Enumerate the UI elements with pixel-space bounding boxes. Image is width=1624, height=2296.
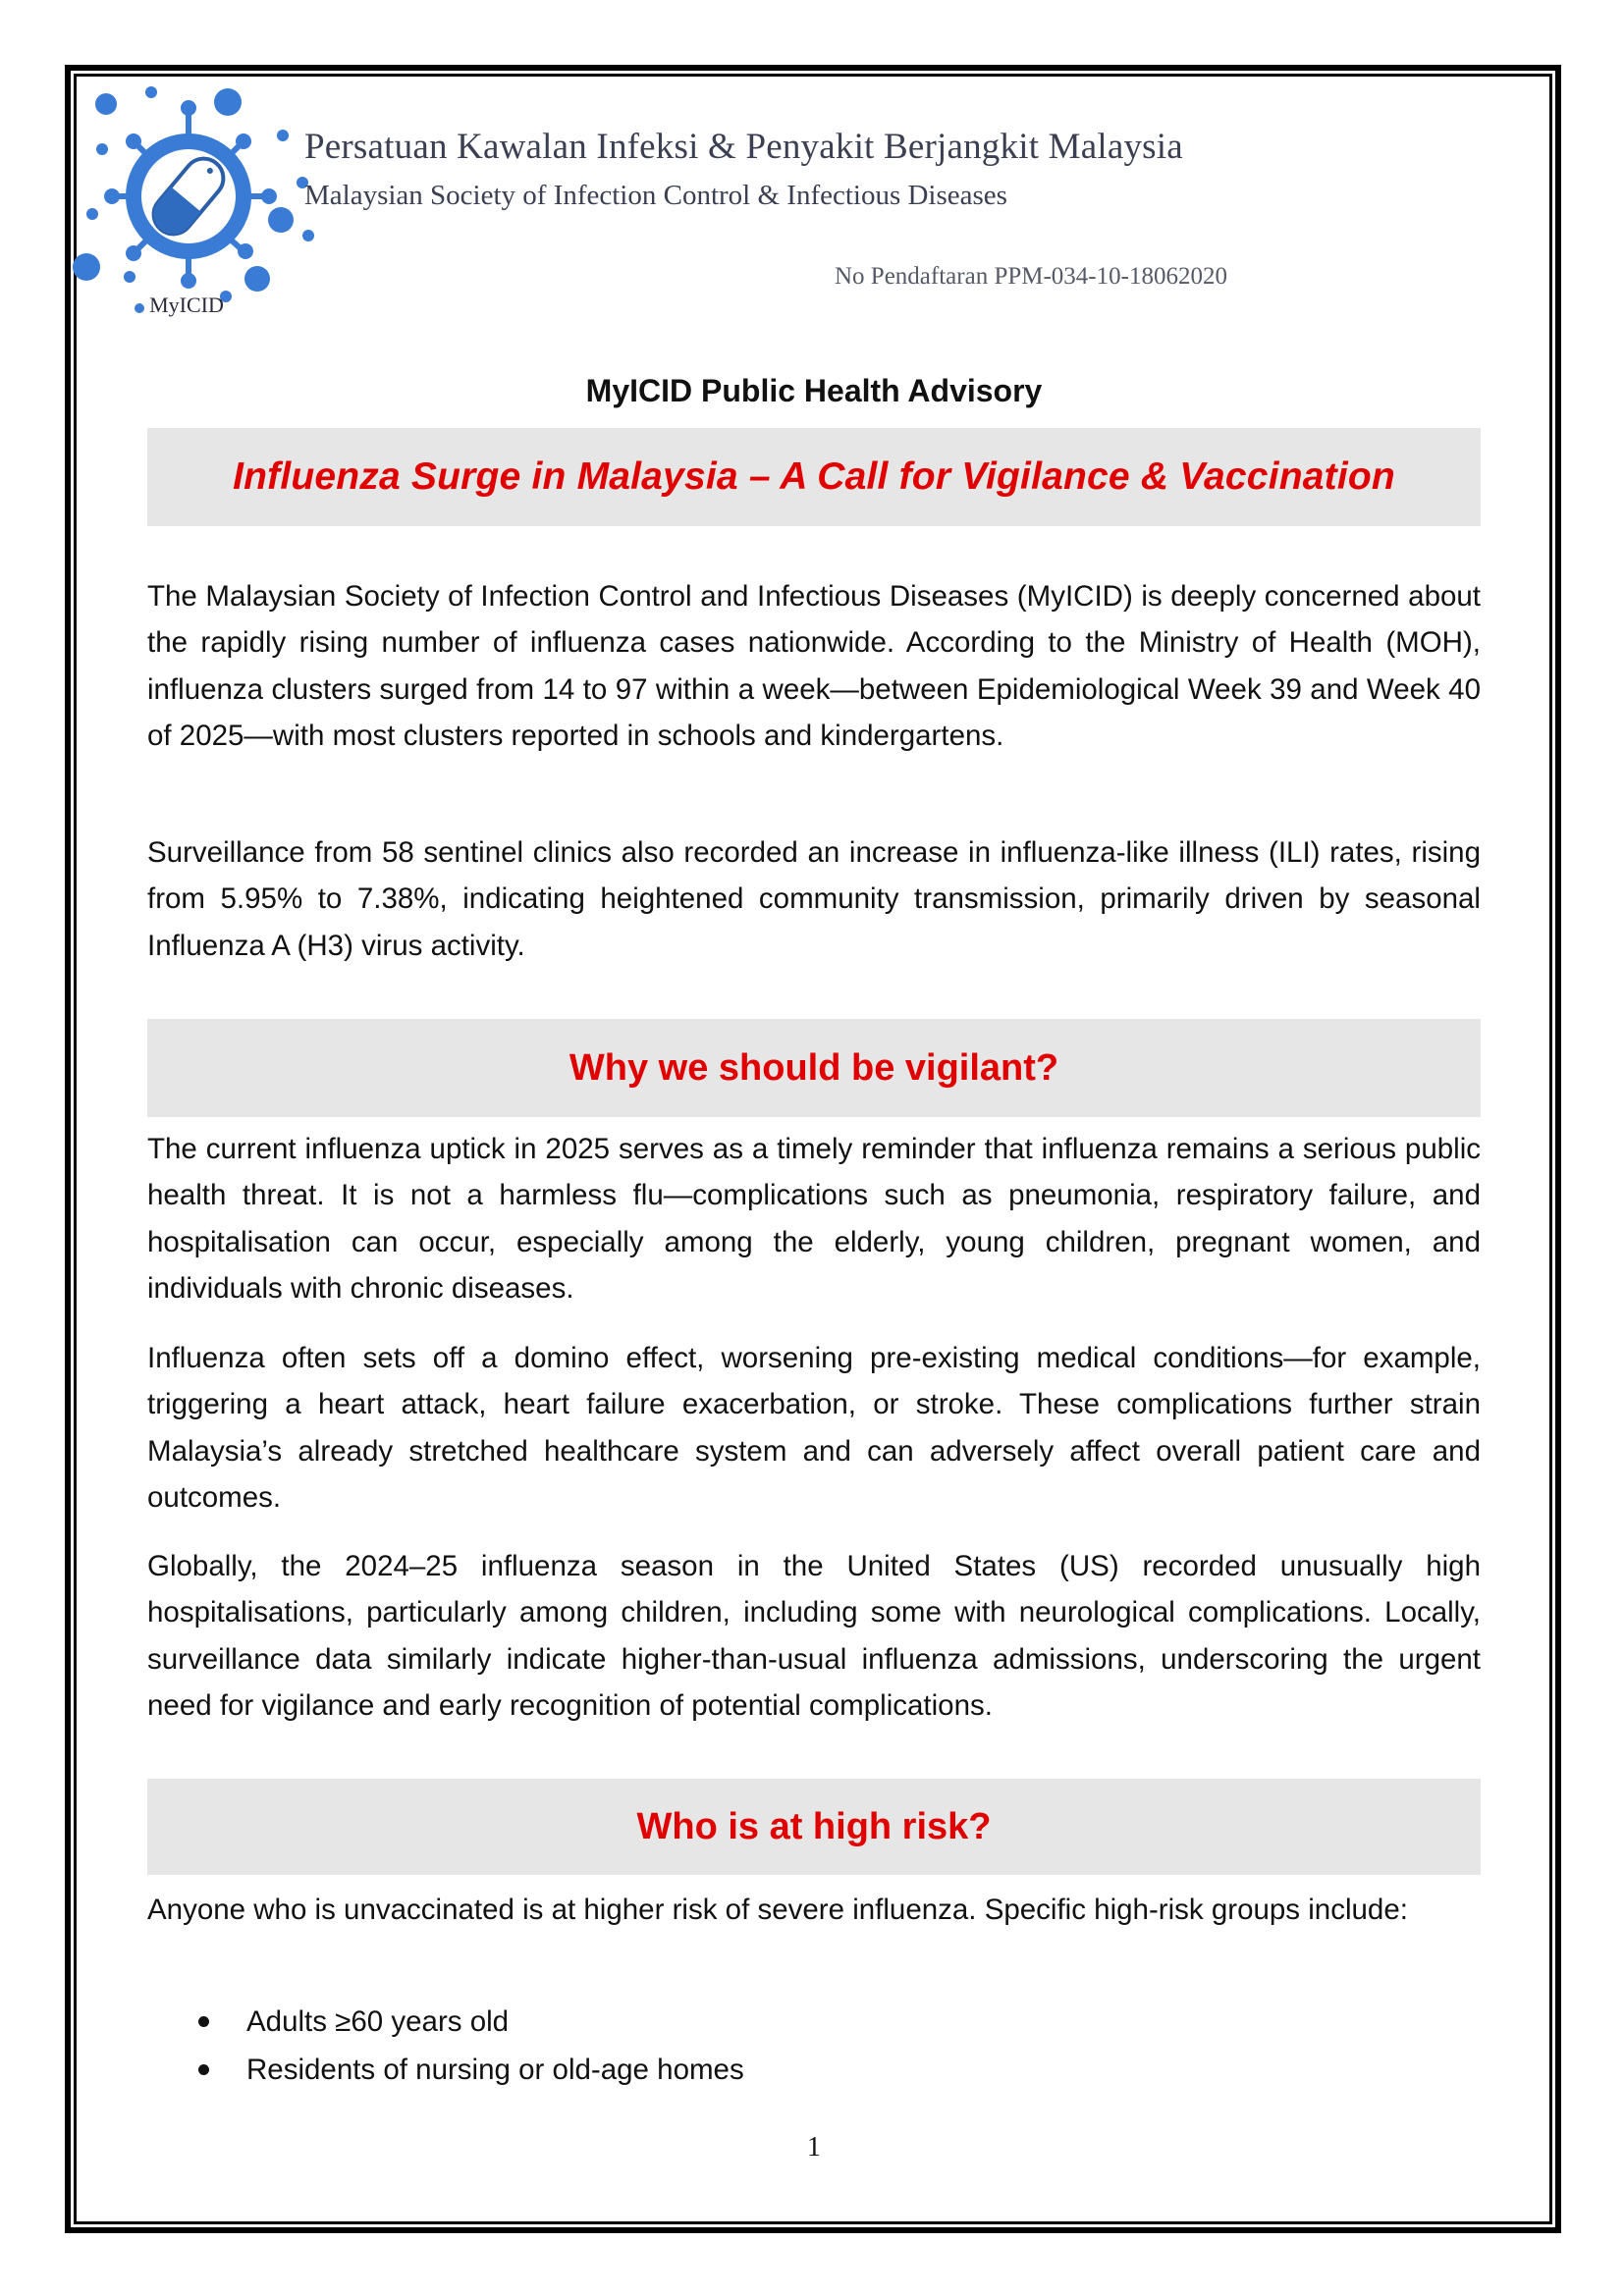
section-paragraph: Anyone who is unvaccinated is at higher risk of severe influenza. Specific high-risk groups include: xyxy=(147,1894,1408,1926)
advisory-label: MyICID Public Health Advisory xyxy=(585,373,1043,408)
section-paragraph: The current influenza uptick in 2025 serves as a timely reminder that influenza remains a serious public health threat. It is not a harmless flu—complications such as pneumonia, respiratory failure, and hospitalisation can occur, especially among the elderly, young children, pregnant women, and individuals with chronic diseases. xyxy=(147,1133,1481,1305)
section-heading-banner xyxy=(147,1779,1481,1875)
logo-caption: MyICID xyxy=(149,293,224,317)
virus-capsule-logo-icon xyxy=(59,86,314,322)
registration-number: No Pendaftaran PPM-034-10-18062020 xyxy=(835,263,1227,290)
section-heading-high-risk: Who is at high risk? xyxy=(636,1805,992,1847)
list-item xyxy=(147,1998,1481,2046)
section-paragraph: Globally, the 2024–25 influenza season in the United States (US) recorded unusually high hospitalisations, particularly among children, including some with neurological complications. Locally, surveillance data similarly indicate higher-than-usual influenza admissions, underscoring the urgent need for vigilance and early recognition of potential complications. xyxy=(147,1550,1481,1722)
intro-paragraph: The Malaysian Society of Infection Control and Infectious Diseases (MyICID) is deeply concerned about the rapidly rising number of influenza cases nationwide. According to the Ministry of Health (MOH), influenza clusters surged from 14 to 97 within a week—between Epidemiological Week 39 and Week 40 of 2025—with most clusters reported in schools and kindergartens. xyxy=(147,580,1481,752)
org-name-english: Malaysian Society of Infection Control & Infectious Diseases xyxy=(304,180,1007,211)
bullet-icon xyxy=(198,2064,209,2075)
bullet-icon xyxy=(198,2016,209,2027)
intro-paragraph: Surveillance from 58 sentinel clinics also recorded an increase in influenza-like illness (ILI) rates, rising from 5.95% to 7.38%, indicating heightened community transmission, primarily driven by seasonal Influenza A (H3) virus activity. xyxy=(147,836,1481,962)
org-name-malay: Persatuan Kawalan Infeksi & Penyakit Berjangkit Malaysia xyxy=(304,127,1183,167)
high-risk-list xyxy=(147,1998,1481,2094)
list-item xyxy=(147,2046,1481,2094)
page-number: 1 xyxy=(807,2132,821,2163)
document-title: Influenza Surge in Malaysia – A Call for Vigilance & Vaccination xyxy=(233,455,1395,498)
letterhead xyxy=(59,86,1335,322)
section-paragraph: Influenza often sets off a domino effect, worsening pre-existing medical conditions—for example, triggering a heart attack, heart failure exacerbation, or stroke. These complications further strain Malaysia’s already stretched healthcare system and can adversely affect overall patient care and outcomes. xyxy=(147,1342,1481,1514)
section-heading-vigilant: Why we should be vigilant? xyxy=(568,1046,1059,1089)
list-item-text: Adults ≥60 years old xyxy=(246,2005,510,2038)
list-item-text: Residents of nursing or old-age homes xyxy=(246,2054,744,2086)
section-heading-banner xyxy=(147,1019,1481,1117)
title-banner xyxy=(147,428,1481,526)
